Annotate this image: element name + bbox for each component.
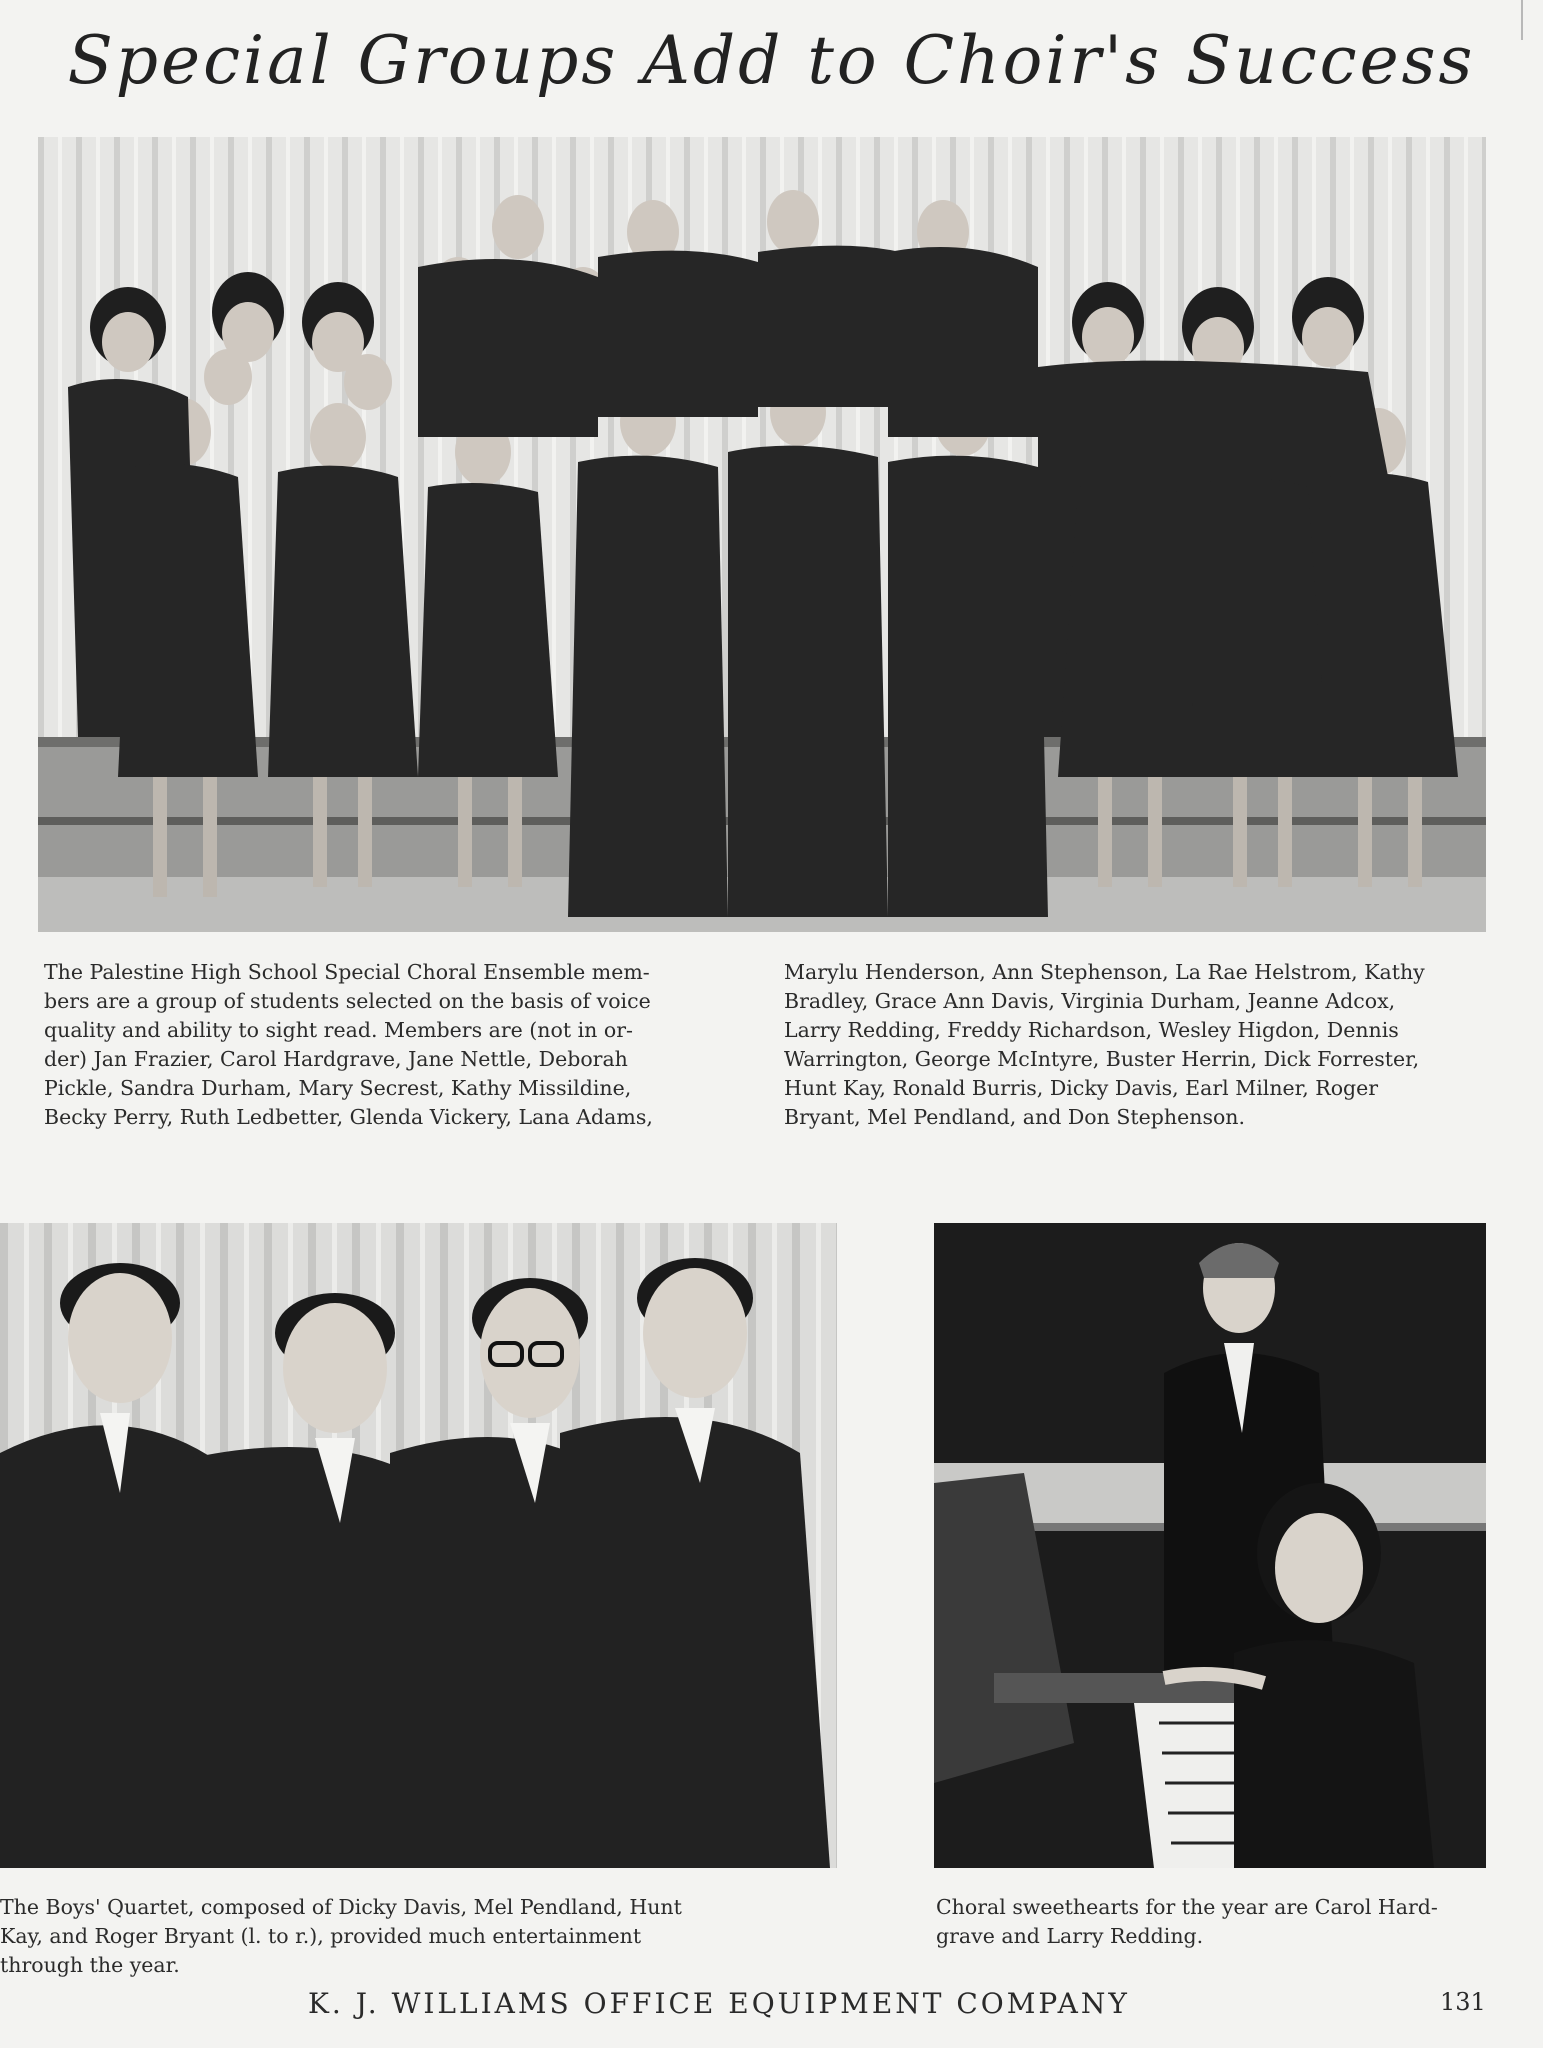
caption-line: through the year. bbox=[0, 1953, 180, 1977]
caption-line: Larry Redding, Freddy Richardson, Wesley Higdon, Dennis bbox=[784, 1018, 1399, 1042]
caption-line: Choral sweethearts for the year are Carol Hard- bbox=[936, 1895, 1438, 1919]
footer-sponsor: K. J. WILLIAMS OFFICE EQUIPMENT COMPANY bbox=[308, 1987, 1130, 2020]
caption-line: grave and Larry Redding. bbox=[936, 1924, 1204, 1948]
caption-line: Bradley, Grace Ann Davis, Virginia Durham, Jeanne Adcox, bbox=[784, 989, 1396, 1013]
caption-line: The Palestine High School Special Choral Ensemble mem- bbox=[44, 960, 650, 984]
caption-line: The Boys' Quartet, composed of Dicky Davis, Mel Pendland, Hunt bbox=[0, 1895, 682, 1919]
choral-sweethearts-photo bbox=[934, 1223, 1486, 1868]
ensemble-caption-left bbox=[44, 958, 734, 1132]
caption-line: Kay, and Roger Bryant (l. to r.), provided much entertainment bbox=[0, 1924, 642, 1948]
caption-line: Warrington, George McIntyre, Buster Herrin, Dick Forrester, bbox=[784, 1047, 1420, 1071]
caption-line: Becky Perry, Ruth Ledbetter, Glenda Vickery, Lana Adams, bbox=[44, 1105, 653, 1129]
choral-ensemble-photo bbox=[38, 137, 1486, 932]
caption-line: Hunt Kay, Ronald Burris, Dicky Davis, Earl Milner, Roger bbox=[784, 1076, 1379, 1100]
quartet-caption bbox=[0, 1893, 820, 1980]
caption-line: Marylu Henderson, Ann Stephenson, La Rae Helstrom, Kathy bbox=[784, 960, 1425, 984]
page-number: 131 bbox=[1440, 1988, 1486, 2016]
caption-line: Bryant, Mel Pendland, and Don Stephenson. bbox=[784, 1105, 1246, 1129]
caption-line: Pickle, Sandra Durham, Mary Secrest, Kathy Missildine, bbox=[44, 1076, 632, 1100]
caption-line: bers are a group of students selected on the basis of voice bbox=[44, 989, 651, 1013]
caption-line: quality and ability to sight read. Members are (not in or- bbox=[44, 1018, 633, 1042]
page-title: Special Groups Add to Choir's Success bbox=[67, 22, 1476, 99]
sweethearts-caption bbox=[936, 1893, 1486, 1951]
caption-line: der) Jan Frazier, Carol Hardgrave, Jane Nettle, Deborah bbox=[44, 1047, 628, 1071]
boys-quartet-photo bbox=[0, 1223, 837, 1868]
ensemble-caption-right bbox=[784, 958, 1488, 1132]
